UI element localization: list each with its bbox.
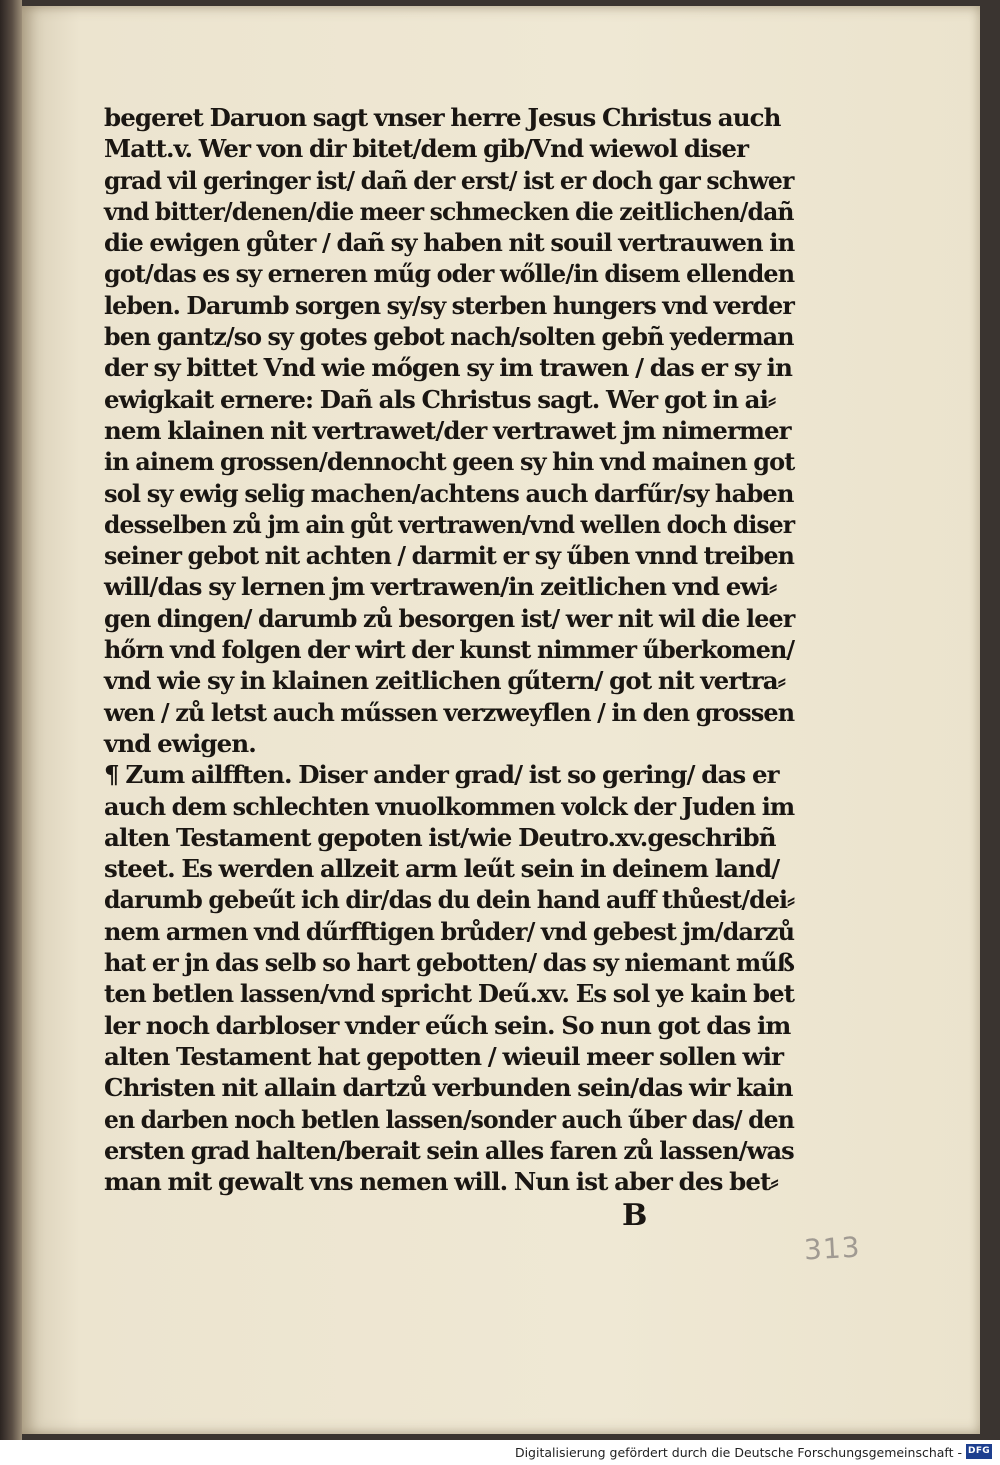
text-line: will/das sy lernen jm vertrawen/in zeitlichen vnd ewi⸗ bbox=[104, 572, 777, 602]
text-line: ersten grad halten/berait sein alles faren zů lassen/was bbox=[104, 1135, 794, 1165]
text-line: hőrn vnd folgen der wirt der kunst nimmer űberkomen/ bbox=[104, 635, 795, 665]
text-line: vnd bitter/denen/die meer schmecken die zeitlichen/dañ bbox=[104, 196, 794, 226]
signature-mark: B bbox=[622, 1198, 648, 1233]
text-line: leben. Darumb sorgen sy/sy sterben hungers vnd verder bbox=[104, 290, 794, 320]
text-line: alten Testament hat gepotten / wieuil meer sollen wir bbox=[104, 1041, 784, 1071]
text-line: hat er jn das selb so hart gebotten/ das sy niemant műß bbox=[104, 948, 795, 978]
text-line: Matt.v. Wer von dir bitet/dem gib/Vnd wiewol diser bbox=[104, 134, 749, 164]
text-line: desselben zů jm ain gůt vertrawen/vnd wellen doch diser bbox=[104, 509, 795, 539]
text-line: der sy bittet Vnd wie mőgen sy im trawen / das er sy in bbox=[104, 353, 792, 383]
text-line: auch dem schlechten vnuolkommen volck der Juden im bbox=[104, 791, 795, 821]
text-line: begeret Daruon sagt vnser herre Jesus Christus auch bbox=[104, 103, 781, 132]
text-line: die ewigen gůter / dañ sy haben nit souil vertrauwen in bbox=[104, 228, 795, 258]
text-line: ben gantz/so sy gotes gebot nach/solten gebñ yederman bbox=[104, 322, 794, 352]
text-line: steet. Es werden allzeit arm leűt sein in deinem land/ bbox=[104, 854, 780, 884]
text-line: en darben noch betlen lassen/sonder auch űber das/ den bbox=[104, 1104, 794, 1134]
pencil-folio-note: 313 bbox=[803, 1230, 862, 1267]
text-line: grad vil geringer ist/ dañ der erst/ ist er doch gar schwer bbox=[104, 165, 794, 195]
text-line: ewigkait ernere: Dañ als Christus sagt. Wer got in ai⸗ bbox=[104, 384, 776, 414]
text-line: got/das es sy erneren műg oder wőlle/in disem ellenden bbox=[104, 259, 795, 289]
text-line: seiner gebot nit achten / darmit er sy űben vnnd treiben bbox=[104, 541, 795, 571]
text-line: sol sy ewig selig machen/achtens auch darfűr/sy haben bbox=[104, 478, 794, 508]
book-gutter bbox=[0, 0, 22, 1440]
book-page bbox=[22, 6, 980, 1434]
text-line: gen dingen/ darumb zů besorgen ist/ wer nit wil die leer bbox=[104, 603, 795, 633]
text-line: ¶ Zum ailfften. Diser ander grad/ ist so gering/ das er bbox=[104, 760, 779, 790]
text-line: nem armen vnd dűrfftigen brůder/ vnd gebest jm/darzů bbox=[104, 916, 795, 946]
text-line: vnd ewigen. bbox=[104, 728, 256, 758]
text-line: ler noch darbloser vnder eűch sein. So nun got das im bbox=[104, 1010, 791, 1040]
text-line: alten Testament gepoten ist/wie Deutro.xv.geschribñ bbox=[104, 822, 776, 852]
text-line: man mit gewalt vns nemen will. Nun ist aber des bet⸗ bbox=[104, 1167, 778, 1197]
text-line: Christen nit allain dartzů verbunden sein/das wir kain bbox=[104, 1073, 793, 1103]
footer-credit: Digitalisierung gefördert durch die Deutsche Forschungsgemeinschaft - bbox=[514, 1445, 962, 1460]
footer-bar bbox=[0, 1440, 1000, 1465]
text-line: nem klainen nit vertrawet/der vertrawet jm nimermer bbox=[104, 415, 791, 445]
text-line: in ainem grossen/dennocht geen sy hin vnd mainen got bbox=[104, 447, 795, 477]
text-block bbox=[104, 102, 794, 1197]
text-line: wen / zů letst auch műssen verzweyflen / in den grossen bbox=[104, 697, 795, 727]
text-line: vnd wie sy in klainen zeitlichen gűtern/ got nit vertra⸗ bbox=[104, 666, 785, 696]
text-line: darumb gebeűt ich dir/das du dein hand auff thůest/dei⸗ bbox=[104, 885, 795, 915]
dfg-logo: DFG bbox=[966, 1444, 992, 1459]
text-line: ten betlen lassen/vnd spricht Deű.xv. Es sol ye kain bet bbox=[104, 979, 795, 1009]
